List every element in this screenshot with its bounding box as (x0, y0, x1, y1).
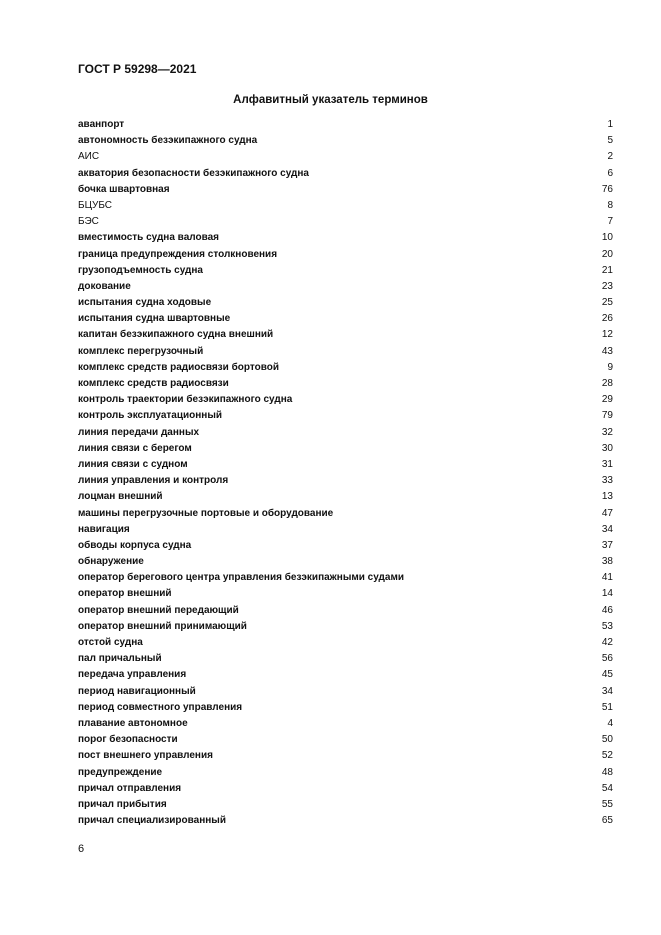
term-number: 45 (601, 669, 613, 681)
term-row (78, 570, 613, 586)
term-row (78, 473, 613, 489)
term-row (78, 813, 613, 829)
term-number: 30 (601, 442, 613, 454)
term-row (78, 441, 613, 457)
term-number: 33 (601, 475, 613, 487)
term-label: пал причальный (78, 653, 162, 665)
term-row (78, 748, 613, 764)
term-index-list (78, 117, 613, 829)
term-label: линия передачи данных (78, 426, 200, 438)
term-label: линия управления и контроля (78, 475, 229, 487)
term-label: испытания судна швартовные (78, 313, 231, 325)
term-row (78, 765, 613, 781)
term-number: 34 (601, 685, 613, 697)
term-row (78, 651, 613, 667)
term-row (78, 781, 613, 797)
term-number: 42 (601, 637, 613, 648)
term-row (78, 166, 613, 182)
term-row (78, 667, 613, 683)
term-label: лоцман внешний (78, 491, 163, 503)
term-row (78, 457, 613, 473)
term-label: пост внешнего управления (78, 750, 213, 762)
term-label: передача управления (78, 669, 187, 681)
term-number: 56 (601, 653, 613, 665)
term-row (78, 506, 613, 522)
term-label: предупреждение (78, 766, 163, 778)
term-number: 6 (607, 167, 613, 179)
term-label: обнаружение (78, 556, 144, 568)
term-label: обводы корпуса судна (78, 539, 192, 551)
term-row (78, 214, 613, 230)
term-row (78, 716, 613, 732)
term-number: 53 (601, 620, 613, 632)
term-label: причал прибытия (78, 798, 167, 810)
term-label: плавание автономное (78, 717, 188, 729)
term-label: оператор внешний принимающий (78, 620, 247, 632)
term-label: комплекс средств радиосвязи бортовой (78, 361, 279, 373)
term-row (78, 376, 613, 392)
term-label: период совместного управления (78, 701, 243, 713)
term-number: 20 (601, 248, 613, 260)
term-label: АИС (78, 151, 100, 163)
term-label: вместимость судна валовая (78, 232, 219, 244)
term-number: 48 (601, 766, 613, 778)
term-row (78, 247, 613, 263)
term-row (78, 230, 613, 246)
term-number: 55 (601, 798, 613, 810)
term-number: 41 (601, 572, 613, 584)
term-number: 54 (601, 782, 613, 794)
term-label: капитан безэкипажного судна внешний (78, 329, 274, 341)
term-row (78, 425, 613, 441)
term-number: 76 (601, 183, 613, 195)
term-label: навигация (78, 523, 130, 535)
term-row (78, 619, 613, 635)
term-number: 14 (601, 588, 613, 600)
term-label: граница предупреждения столкновения (78, 248, 278, 260)
term-number: 8 (607, 199, 613, 211)
term-number: 65 (601, 815, 613, 827)
term-label: комплекс перегрузочный (78, 345, 204, 357)
term-row (78, 603, 613, 619)
term-number: 4 (607, 717, 613, 729)
term-number: 21 (601, 264, 613, 276)
term-label: причал специализированный (78, 815, 226, 827)
term-number: 9 (607, 361, 613, 373)
term-row (78, 732, 613, 748)
term-number: 5 (607, 135, 613, 147)
term-row (78, 586, 613, 602)
index-title: Алфавитный указатель терминов (233, 94, 428, 106)
term-label: порог безопасности (78, 734, 178, 746)
term-number: 13 (601, 491, 613, 503)
term-row (78, 198, 613, 214)
term-label: оператор берегового центра управления безэкипажными судами (78, 572, 405, 584)
term-number: 2 (607, 151, 613, 163)
term-number: 10 (601, 232, 613, 244)
term-label: БЭС (78, 216, 99, 228)
term-row (78, 279, 613, 295)
term-label: оператор внешний передающий (78, 604, 239, 616)
term-number: 47 (601, 507, 613, 519)
term-number: 31 (601, 458, 613, 470)
term-row (78, 538, 613, 554)
term-row (78, 797, 613, 813)
term-label: грузоподъемность судна (78, 264, 203, 276)
term-row (78, 263, 613, 279)
term-label: контроль эксплуатационный (78, 410, 223, 422)
term-number: 25 (601, 297, 613, 309)
term-number: 43 (601, 345, 613, 357)
term-number: 52 (601, 750, 613, 762)
term-number: 23 (601, 280, 613, 292)
term-number: 46 (601, 604, 613, 616)
term-label: акватория безопасности безэкипажного судна (78, 167, 309, 179)
term-number: 34 (601, 523, 613, 535)
term-row (78, 700, 613, 716)
term-label: автономность безэкипажного судна (78, 135, 258, 147)
term-label: период навигационный (78, 685, 196, 697)
term-number: 7 (607, 216, 613, 228)
page-number: 6 (78, 843, 85, 855)
term-row (78, 344, 613, 360)
term-label: бочка швартовная (78, 183, 170, 195)
term-label: линия связи с судном (78, 458, 188, 470)
term-number: 26 (601, 313, 613, 325)
term-row (78, 684, 613, 700)
term-number: 29 (601, 394, 613, 406)
document-header: ГОСТ Р 59298—2021 (78, 62, 197, 76)
term-number: 37 (601, 539, 613, 551)
term-row (78, 327, 613, 343)
term-label: аванпорт (78, 119, 125, 130)
term-row (78, 295, 613, 311)
term-row (78, 133, 613, 149)
term-label: контроль траектории безэкипажного судна (78, 394, 293, 406)
term-row (78, 360, 613, 376)
term-row (78, 149, 613, 165)
term-label: испытания судна ходовые (78, 297, 212, 309)
term-row (78, 311, 613, 327)
term-label: докование (78, 280, 131, 292)
term-label: машины перегрузочные портовые и оборудование (78, 507, 334, 519)
term-number: 38 (601, 556, 613, 568)
term-number: 1 (607, 119, 613, 130)
term-row (78, 408, 613, 424)
term-label: комплекс средств радиосвязи (78, 378, 229, 389)
term-row (78, 489, 613, 505)
term-number: 51 (601, 701, 613, 713)
term-row (78, 522, 613, 538)
term-number: 50 (601, 734, 613, 746)
term-row (78, 635, 613, 651)
term-label: БЦУБС (78, 199, 112, 211)
term-row (78, 117, 613, 133)
term-number: 28 (601, 378, 613, 389)
term-label: линия связи с берегом (78, 442, 192, 454)
term-number: 79 (601, 410, 613, 422)
term-label: оператор внешний (78, 588, 172, 600)
term-number: 12 (601, 329, 613, 341)
term-row (78, 182, 613, 198)
term-number: 32 (601, 426, 613, 438)
term-label: причал отправления (78, 782, 182, 794)
term-row (78, 554, 613, 570)
term-row (78, 392, 613, 408)
term-label: отстой судна (78, 637, 143, 648)
